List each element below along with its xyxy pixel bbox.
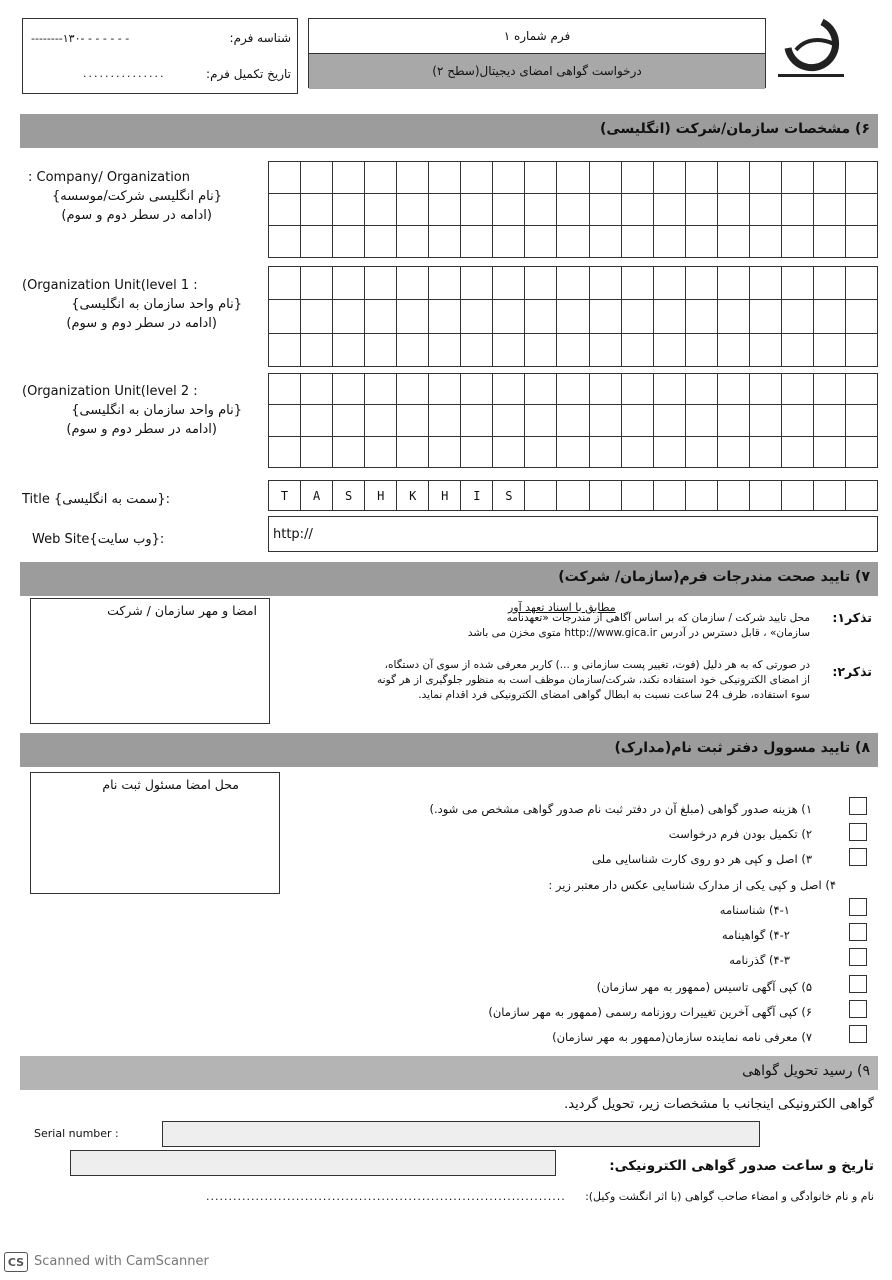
letter-cell[interactable] <box>622 437 654 468</box>
letter-cell[interactable] <box>461 437 493 468</box>
doc-item-5: ۵) کپی آگهی تاسیس (ممهور به مهر سازمان) <box>596 980 812 994</box>
letter-cell[interactable] <box>493 374 525 405</box>
letter-cell[interactable] <box>846 194 878 226</box>
letter-cell[interactable] <box>846 300 878 333</box>
letter-cell[interactable] <box>718 162 750 194</box>
letter-cell[interactable] <box>365 226 397 258</box>
letter-cell[interactable] <box>590 405 622 436</box>
letter-cell[interactable] <box>846 226 878 258</box>
letter-cell[interactable] <box>429 267 461 300</box>
letter-cell[interactable] <box>269 162 301 194</box>
doc-item-7: ۷) معرفی نامه نماینده سازمان(ممهور به مهر سازمان) <box>552 1030 812 1044</box>
letter-cell[interactable] <box>782 334 814 367</box>
letter-cell[interactable] <box>622 226 654 258</box>
letter-cell[interactable] <box>557 300 589 333</box>
note2-line3: سوء استفاده، ظرف 24 ساعت نسبت به ابطال گواهی امضای الکترونیکی فرد اقدام نماید. <box>418 689 810 701</box>
letter-cell[interactable] <box>718 300 750 333</box>
letter-cell[interactable] <box>429 334 461 367</box>
letter-cell[interactable] <box>654 194 686 226</box>
fill-date-field[interactable]: ............... <box>83 67 166 80</box>
letter-cell[interactable] <box>365 162 397 194</box>
letter-cell[interactable] <box>750 300 782 333</box>
letter-cell[interactable] <box>525 334 557 367</box>
letter-cell[interactable] <box>461 300 493 333</box>
letter-cell[interactable] <box>654 267 686 300</box>
company-label-en: Company/ Organization : <box>28 170 190 185</box>
letter-cell[interactable] <box>301 226 333 258</box>
letter-cell[interactable] <box>782 194 814 226</box>
letter-cell[interactable] <box>365 405 397 436</box>
letter-cell[interactable] <box>686 300 718 333</box>
form-id-box <box>22 18 298 94</box>
letter-cell[interactable] <box>622 162 654 194</box>
letter-cell[interactable] <box>557 162 589 194</box>
letter-cell[interactable] <box>397 437 429 468</box>
letter-cell[interactable] <box>718 194 750 226</box>
unit2-label <box>22 382 262 439</box>
doc-checkbox-4-3[interactable] <box>849 948 867 966</box>
form-id-field[interactable]: --------۱۳۰- - - - - - - <box>31 32 130 45</box>
letter-cell[interactable] <box>269 267 301 300</box>
letter-cell[interactable]: A <box>301 481 333 511</box>
letter-cell[interactable] <box>269 334 301 367</box>
letter-cell[interactable] <box>814 162 846 194</box>
letter-cell[interactable] <box>846 162 878 194</box>
letter-cell[interactable] <box>301 267 333 300</box>
serial-label: Serial number : <box>34 1127 119 1140</box>
letter-cell[interactable] <box>333 334 365 367</box>
letter-cell[interactable]: H <box>429 481 461 511</box>
letter-cell[interactable] <box>590 194 622 226</box>
website-value: http:// <box>273 527 313 542</box>
letter-cell[interactable] <box>525 162 557 194</box>
letter-cell[interactable] <box>397 405 429 436</box>
letter-cell[interactable] <box>718 267 750 300</box>
letter-cell[interactable] <box>429 226 461 258</box>
doc-checkbox-4-1[interactable] <box>849 898 867 916</box>
letter-cell[interactable] <box>846 405 878 436</box>
letter-cell[interactable] <box>654 300 686 333</box>
letter-cell[interactable] <box>590 374 622 405</box>
letter-cell[interactable] <box>397 334 429 367</box>
letter-cell[interactable] <box>814 267 846 300</box>
letter-cell[interactable] <box>782 405 814 436</box>
letter-cell[interactable] <box>429 437 461 468</box>
letter-cell[interactable] <box>429 374 461 405</box>
registrar-sign-label: محل امضا مسئول ثبت نام <box>102 777 239 792</box>
section6-header: ۶) مشخصات سازمان/شرکت (انگلیسی) <box>20 114 878 148</box>
letter-cell[interactable] <box>429 194 461 226</box>
letter-cell[interactable] <box>782 374 814 405</box>
letter-cell[interactable] <box>814 194 846 226</box>
letter-cell[interactable] <box>269 226 301 258</box>
title-grid[interactable] <box>268 480 878 511</box>
letter-cell[interactable] <box>301 405 333 436</box>
form-id-label: شناسه فرم: <box>229 31 291 45</box>
form-number: فرم شماره ۱ <box>309 19 765 54</box>
org-sign-box[interactable] <box>30 598 270 724</box>
letter-cell[interactable] <box>493 300 525 333</box>
website-label: Web Site{وب سایت}: <box>32 532 165 547</box>
section9-header: ۹) رسید تحویل گواهی <box>20 1056 878 1090</box>
letter-cell[interactable] <box>365 267 397 300</box>
letter-cell[interactable] <box>686 162 718 194</box>
unit2-label-en: (Organization Unit(level 2 : <box>22 384 198 399</box>
letter-cell[interactable] <box>750 374 782 405</box>
letter-cell[interactable] <box>622 300 654 333</box>
letter-cell[interactable] <box>333 437 365 468</box>
doc-item-3: ۳) اصل و کپی هر دو روی کارت شناسایی ملی <box>592 852 812 866</box>
letter-cell[interactable] <box>686 267 718 300</box>
letter-cell[interactable] <box>333 300 365 333</box>
unit1-grid[interactable] <box>268 266 878 367</box>
unit1-label-fa: {نام واحد سازمان به انگلیسی} <box>71 297 242 312</box>
letter-cell[interactable] <box>814 226 846 258</box>
letter-cell[interactable] <box>397 374 429 405</box>
doc-item-6: ۶) کپی آگهی آخرین تغییرات روزنامه رسمی (ممهور به مهر سازمان) <box>488 1005 812 1019</box>
unit1-cont: (ادامه در سطر دوم و سوم) <box>66 316 217 331</box>
letter-cell[interactable] <box>782 437 814 468</box>
letter-cell[interactable] <box>269 405 301 436</box>
letter-cell[interactable] <box>269 437 301 468</box>
letter-cell[interactable] <box>269 300 301 333</box>
letter-cell[interactable] <box>397 267 429 300</box>
letter-cell[interactable] <box>429 162 461 194</box>
letter-cell[interactable] <box>557 267 589 300</box>
letter-cell[interactable] <box>493 437 525 468</box>
letter-cell[interactable] <box>557 481 589 511</box>
signature-dots[interactable]: ................................................................................ <box>206 1190 566 1203</box>
letter-cell[interactable] <box>333 162 365 194</box>
letter-cell[interactable] <box>333 267 365 300</box>
letter-cell[interactable] <box>622 194 654 226</box>
letter-cell[interactable] <box>493 267 525 300</box>
letter-cell[interactable] <box>493 405 525 436</box>
cs-badge: CS <box>4 1252 28 1272</box>
letter-cell[interactable] <box>654 162 686 194</box>
company-label <box>22 168 262 225</box>
letter-cell[interactable] <box>718 374 750 405</box>
letter-cell[interactable] <box>301 162 333 194</box>
note2-line1: در صورتی که به هر دلیل (فوت، تغییر پست سازمانی و ...) کاربر معرفی شده از سوی آن دستگاه، <box>384 659 810 671</box>
letter-cell[interactable] <box>557 374 589 405</box>
letter-cell[interactable] <box>397 194 429 226</box>
letter-cell[interactable] <box>365 194 397 226</box>
letter-cell[interactable] <box>718 437 750 468</box>
doc-item-4-3: ۴-۳) گذرنامه <box>729 953 790 967</box>
letter-cell[interactable] <box>622 267 654 300</box>
doc-item-4: ۴) اصل و کپی یکی از مدارک شناسایی عکس دار معتبر زیر : <box>548 878 836 892</box>
letter-cell[interactable] <box>525 194 557 226</box>
letter-cell[interactable] <box>493 226 525 258</box>
letter-cell[interactable]: H <box>365 481 397 511</box>
letter-cell[interactable] <box>814 437 846 468</box>
serial-input[interactable] <box>162 1121 760 1147</box>
letter-cell[interactable] <box>750 226 782 258</box>
letter-cell[interactable] <box>590 300 622 333</box>
letter-cell[interactable]: S <box>493 481 525 511</box>
letter-cell[interactable] <box>461 162 493 194</box>
letter-cell[interactable] <box>686 226 718 258</box>
doc-checkbox-7[interactable] <box>849 1025 867 1043</box>
letter-cell[interactable] <box>333 194 365 226</box>
letter-cell[interactable] <box>686 437 718 468</box>
letter-cell[interactable] <box>525 437 557 468</box>
letter-cell[interactable] <box>814 300 846 333</box>
letter-cell[interactable] <box>557 405 589 436</box>
letter-cell[interactable] <box>686 481 718 511</box>
letter-cell[interactable] <box>750 267 782 300</box>
form-title: درخواست گواهی امضای دیجیتال(سطح ۲) <box>309 54 765 89</box>
letter-cell[interactable] <box>686 334 718 367</box>
letter-cell[interactable]: I <box>461 481 493 511</box>
letter-cell[interactable] <box>590 481 622 511</box>
fill-date-label: تاریخ تکمیل فرم: <box>206 67 291 81</box>
letter-cell[interactable] <box>846 437 878 468</box>
letter-cell[interactable] <box>397 226 429 258</box>
letter-cell[interactable] <box>590 162 622 194</box>
letter-cell[interactable] <box>718 334 750 367</box>
website-input[interactable] <box>268 516 878 552</box>
letter-cell[interactable] <box>654 226 686 258</box>
note1-line2: سازمان» ، قابل دسترس در آدرس http://www.gica.ir متوی مخزن می باشد <box>467 627 810 639</box>
note2-label: تذکر۲: <box>832 664 872 679</box>
org-sign-label: امضا و مهر سازمان / شرکت <box>107 603 257 618</box>
letter-cell[interactable] <box>525 267 557 300</box>
letter-cell[interactable] <box>525 374 557 405</box>
letter-cell[interactable] <box>301 437 333 468</box>
unit2-cont: (ادامه در سطر دوم و سوم) <box>66 422 217 437</box>
letter-cell[interactable] <box>846 374 878 405</box>
letter-cell[interactable] <box>525 226 557 258</box>
receipt-intro: گواهی الکترونیکی اینجانب با مشخصات زیر، تحویل گردید. <box>564 1097 874 1112</box>
letter-cell[interactable] <box>461 267 493 300</box>
doc-item-4-2: ۴-۲) گواهینامه <box>721 928 790 942</box>
letter-cell[interactable] <box>718 226 750 258</box>
letter-cell[interactable] <box>750 405 782 436</box>
letter-cell[interactable] <box>622 334 654 367</box>
letter-cell[interactable]: T <box>269 481 301 511</box>
letter-cell[interactable] <box>365 334 397 367</box>
letter-cell[interactable] <box>782 300 814 333</box>
letter-cell[interactable] <box>654 374 686 405</box>
letter-cell[interactable] <box>814 481 846 511</box>
letter-cell[interactable] <box>301 300 333 333</box>
letter-cell[interactable] <box>846 481 878 511</box>
letter-cell[interactable] <box>269 374 301 405</box>
letter-cell[interactable] <box>686 405 718 436</box>
letter-cell[interactable] <box>782 481 814 511</box>
letter-cell[interactable] <box>333 405 365 436</box>
datetime-input[interactable] <box>70 1150 556 1176</box>
letter-cell[interactable] <box>269 194 301 226</box>
company-cont: (ادامه در سطر دوم و سوم) <box>61 208 212 223</box>
note1-line1: محل تایید شرکت / سازمان که بر اساس آگاهی از مندرجات «تعهدنامه <box>506 612 810 624</box>
title-label: Title {سمت به انگلیسی}: <box>22 492 171 507</box>
letter-cell[interactable] <box>397 162 429 194</box>
letter-cell[interactable] <box>301 334 333 367</box>
letter-cell[interactable] <box>686 374 718 405</box>
unit1-label-en: (Organization Unit(level 1 : <box>22 278 198 293</box>
letter-cell[interactable] <box>622 405 654 436</box>
letter-cell[interactable] <box>782 267 814 300</box>
letter-cell[interactable] <box>782 226 814 258</box>
doc-checkbox-1[interactable] <box>849 797 867 815</box>
letter-cell[interactable] <box>333 374 365 405</box>
letter-cell[interactable] <box>429 405 461 436</box>
logo <box>766 8 856 84</box>
letter-cell[interactable] <box>750 437 782 468</box>
letter-cell[interactable] <box>622 481 654 511</box>
letter-cell[interactable] <box>846 334 878 367</box>
section7-header: ۷) تایید صحت مندرجات فرم(سازمان/ شرکت) <box>20 562 878 596</box>
doc-checkbox-3[interactable] <box>849 848 867 866</box>
letter-cell[interactable] <box>525 405 557 436</box>
section8-header: ۸) تایید مسوول دفتر ثبت نام(مدارک) <box>20 733 878 767</box>
letter-cell[interactable] <box>590 437 622 468</box>
letter-cell[interactable] <box>846 267 878 300</box>
letter-cell[interactable] <box>750 194 782 226</box>
doc-checkbox-5[interactable] <box>849 975 867 993</box>
company-label-fa: {نام انگلیسی شرکت/موسسه} <box>51 189 222 204</box>
doc-checkbox-2[interactable] <box>849 823 867 841</box>
letter-cell[interactable] <box>750 334 782 367</box>
letter-cell[interactable] <box>301 374 333 405</box>
doc-item-2: ۲) تکمیل بودن فرم درخواست <box>668 827 812 841</box>
letter-cell[interactable] <box>461 334 493 367</box>
doc-checkbox-4-2[interactable] <box>849 923 867 941</box>
letter-cell[interactable] <box>365 437 397 468</box>
letter-cell[interactable] <box>750 481 782 511</box>
doc-checkbox-6[interactable] <box>849 1000 867 1018</box>
letter-cell[interactable] <box>429 300 461 333</box>
letter-cell[interactable] <box>654 437 686 468</box>
letter-cell[interactable] <box>365 300 397 333</box>
letter-cell[interactable] <box>590 334 622 367</box>
letter-cell[interactable] <box>814 334 846 367</box>
letter-cell[interactable] <box>814 374 846 405</box>
letter-cell[interactable] <box>525 481 557 511</box>
letter-cell[interactable] <box>525 300 557 333</box>
doc-item-4-1: ۴-۱) شناسنامه <box>719 903 790 917</box>
datetime-label: تاریخ و ساعت صدور گواهی الکترونیکی: <box>609 1158 874 1174</box>
letter-cell[interactable] <box>750 162 782 194</box>
letter-cell[interactable] <box>782 162 814 194</box>
note1-handwritten: مطابق با اسناد تعهد آور <box>508 601 616 614</box>
letter-cell[interactable] <box>686 194 718 226</box>
signature-label: نام و نام خانوادگی و امضاء صاحب گواهی (با اثر انگشت وکیل): <box>585 1190 874 1203</box>
letter-cell[interactable] <box>397 300 429 333</box>
registrar-sign-box[interactable] <box>30 772 280 894</box>
letter-cell[interactable] <box>493 162 525 194</box>
letter-cell[interactable] <box>622 374 654 405</box>
letter-cell[interactable] <box>365 374 397 405</box>
letter-cell[interactable] <box>718 405 750 436</box>
doc-item-1: ۱) هزینه صدور گواهی (مبلغ آن در دفتر ثبت نام صدور گواهی مشخص می شود.) <box>429 802 812 816</box>
letter-cell[interactable]: K <box>397 481 429 511</box>
company-grid[interactable] <box>268 161 878 258</box>
letter-cell[interactable] <box>461 194 493 226</box>
letter-cell[interactable] <box>654 481 686 511</box>
form-title-box <box>308 18 766 88</box>
letter-cell[interactable] <box>493 334 525 367</box>
letter-cell[interactable] <box>333 226 365 258</box>
letter-cell[interactable] <box>654 334 686 367</box>
letter-cell[interactable] <box>461 226 493 258</box>
letter-cell[interactable] <box>557 334 589 367</box>
letter-cell[interactable] <box>301 194 333 226</box>
note2-line2: از امضای الکترونیکی خود استفاده نکند، شرکت/سازمان موظف است به منظور جلوگیری از هر گونه <box>377 674 810 686</box>
letter-cell[interactable] <box>814 405 846 436</box>
letter-cell[interactable] <box>493 194 525 226</box>
letter-cell[interactable] <box>557 437 589 468</box>
letter-cell[interactable] <box>461 374 493 405</box>
letter-cell[interactable] <box>557 194 589 226</box>
note1-label: تذکر۱: <box>832 610 872 625</box>
unit2-grid[interactable] <box>268 373 878 468</box>
scanner-footer: Scanned with CamScanner <box>34 1254 209 1269</box>
unit2-label-fa: {نام واحد سازمان به انگلیسی} <box>71 403 242 418</box>
letter-cell[interactable] <box>461 405 493 436</box>
letter-cell[interactable] <box>654 405 686 436</box>
unit1-label <box>22 276 262 333</box>
letter-cell[interactable]: S <box>333 481 365 511</box>
letter-cell[interactable] <box>590 267 622 300</box>
letter-cell[interactable] <box>590 226 622 258</box>
letter-cell[interactable] <box>557 226 589 258</box>
letter-cell[interactable] <box>718 481 750 511</box>
